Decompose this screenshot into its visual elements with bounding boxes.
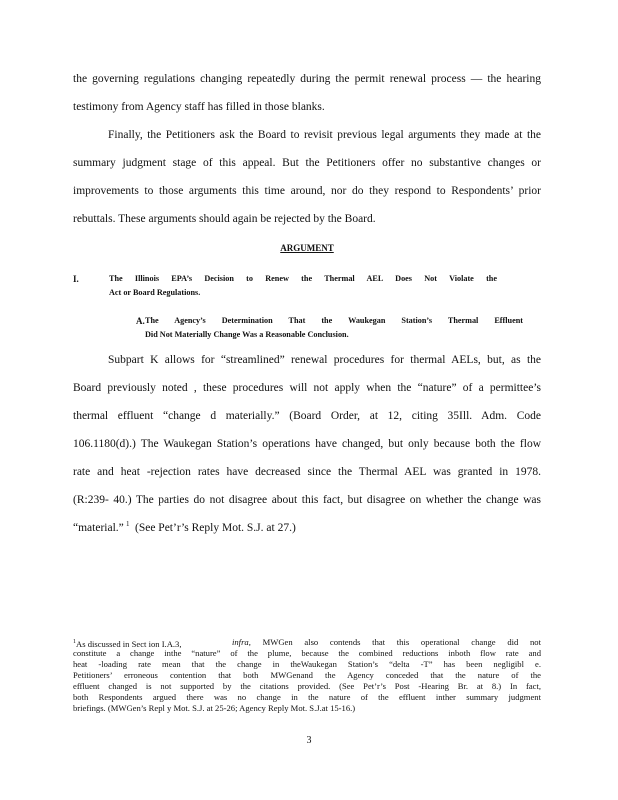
- argument-heading: ARGUMENT: [280, 243, 334, 253]
- body-text-line: Board previously noted , these procedures will not apply when the “nature” of a permittee’s: [73, 382, 541, 394]
- footnote-reference: 1: [126, 520, 130, 528]
- page-number: 3: [306, 735, 312, 746]
- footnote-line: infra, MWGen also contends that this operational change did not: [232, 637, 541, 647]
- body-text-line: rate and heat -rejection rates have decreased since the Thermal AEL was granted in 1978.: [73, 466, 541, 478]
- body-text-line: (See Pet’r’s Reply Mot. S.J. at 27.): [135, 522, 296, 534]
- footnote-line: constitute a change inthe “nature” of the plume, because the combined reductions inboth flow rate and: [73, 648, 541, 658]
- footnote-line: $^1$As discussed in Sect ion I.A.3,: [73, 638, 182, 649]
- footnote-number: 1: [73, 639, 76, 645]
- body-text-line: Subpart K allows for “streamlined” renewal procedures for thermal AELs, but, as the: [108, 354, 541, 366]
- subsection-heading-line: Did Not Materially Change Was a Reasonable Conclusion.: [145, 330, 349, 339]
- subsection-heading-line: The Agency’s Determination That the Waukegan Station’s Thermal Effluent: [145, 316, 523, 325]
- body-text-line: summary judgment stage of this appeal. But the Petitioners offer no substantive changes or: [73, 157, 541, 169]
- section-number: I.: [73, 274, 79, 284]
- body-text-line: “material.”: [73, 522, 124, 534]
- footnote-line: briefings. (MWGen’s Repl y Mot. S.J. at 25-26; Agency Reply Mot. S.J.at 15-16.): [73, 703, 356, 713]
- body-text-line: the governing regulations changing repeatedly during the permit renewal process — the hearing: [73, 73, 541, 85]
- footnote-line: Petitioners’ erroneous contention that both MWGenand the Agency conceded that the nature of the: [73, 670, 541, 680]
- body-text-line: (R:239- 40.) The parties do not disagree about this fact, but disagree on whether the change was: [73, 494, 541, 506]
- body-text-line: testimony from Agency staff has filled in those blanks.: [73, 101, 325, 113]
- body-text-line: rebuttals. These arguments should again be rejected by the Board.: [73, 213, 376, 225]
- body-text-line: improvements to those arguments this time around, nor do they respond to Respondents’ prior: [73, 185, 541, 197]
- body-text-line: thermal effluent “change d materially.” (Board Order, at 12, citing 35Ill. Adm. Code: [73, 410, 541, 422]
- body-text-line: 106.1180(d).) The Waukegan Station’s operations have changed, but only because both the flow: [73, 438, 541, 450]
- section-heading-line: The Illinois EPA’s Decision to Renew the Thermal AEL Does Not Violate the: [109, 274, 497, 283]
- footnote-line: effluent changed is not supported by the citations provided. (See Pet’r’s Post -Hearing Br. at 8.) In fact,: [73, 681, 541, 691]
- body-text-line: Finally, the Petitioners ask the Board to revisit previous legal arguments they made at the: [108, 129, 541, 141]
- footnote-line: both Respondents argued there was no change in the nature of the effluent inther summary judgment: [73, 692, 541, 702]
- section-heading-line: Act or Board Regulations.: [109, 288, 201, 297]
- footnote-line: heat -loading rate mean that the change in theWaukegan Station’s “delta -T” has been negligibl e.: [73, 659, 541, 669]
- subsection-letter: A.: [136, 316, 145, 326]
